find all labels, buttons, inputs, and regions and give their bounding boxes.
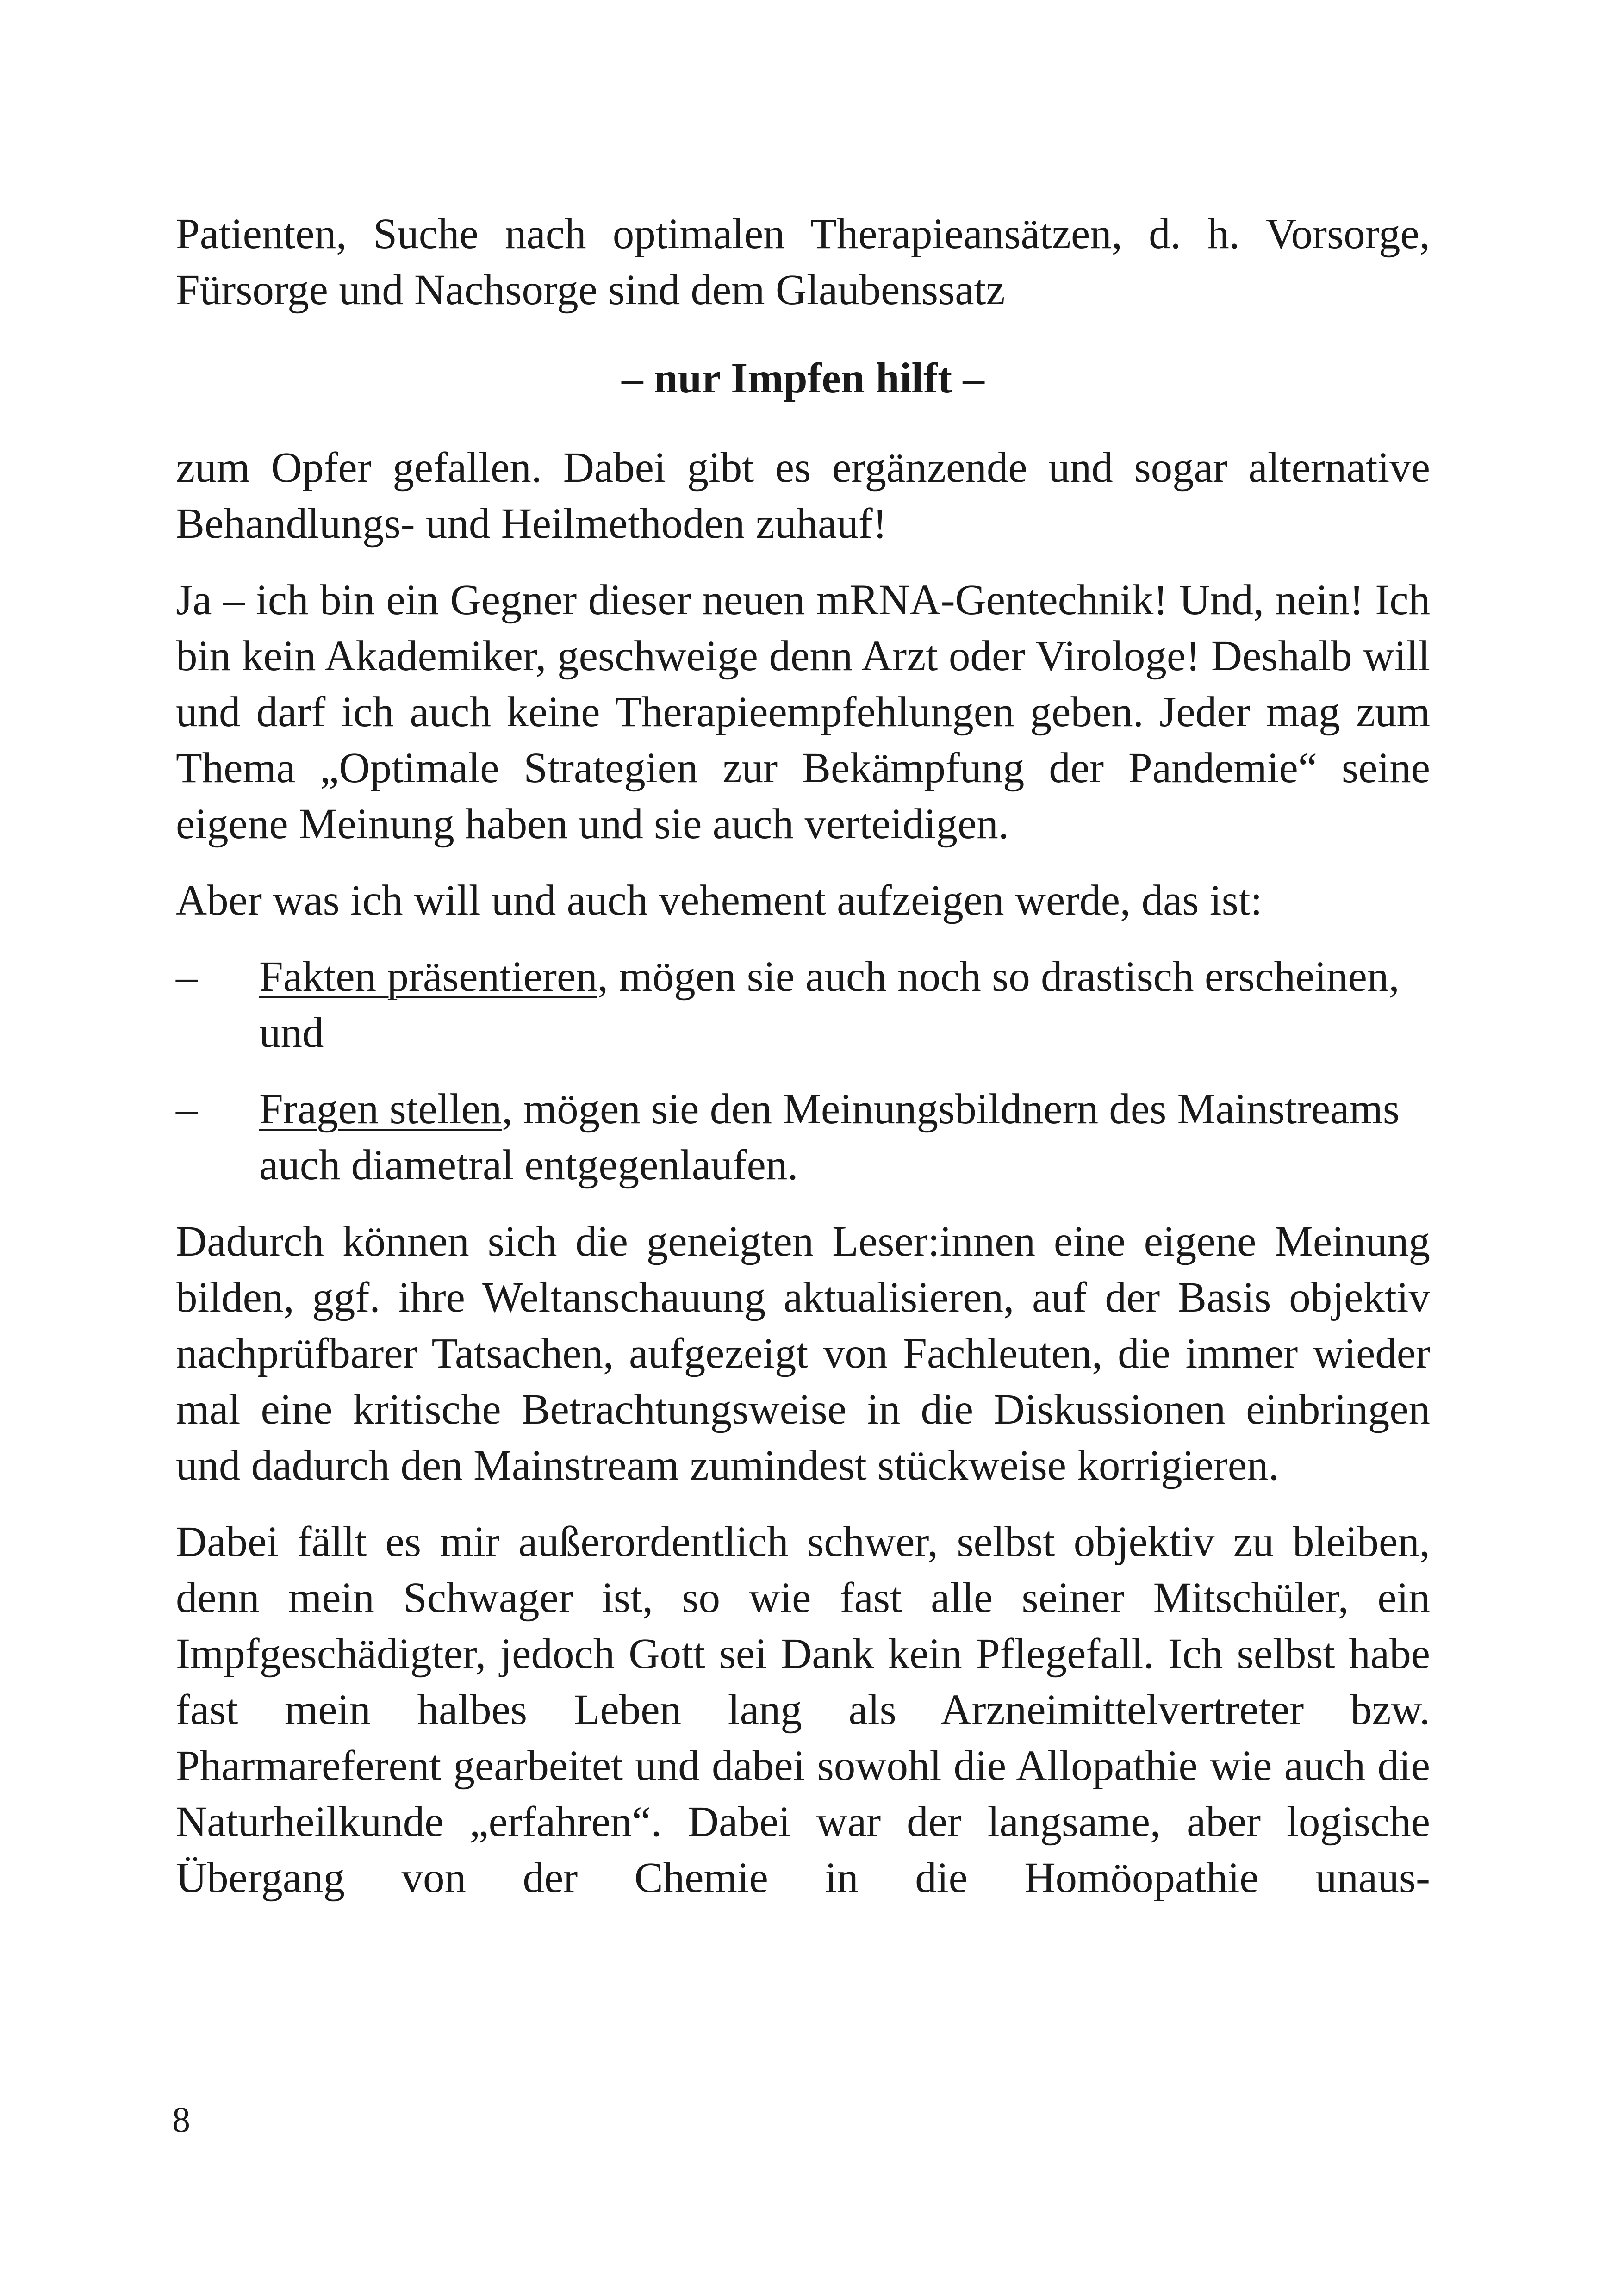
- paragraph-6: Dabei fällt es mir außerordentlich schwer, selbst objektiv zu bleiben, denn mein Schwager ist, so wie fast alle seiner Mitschüler, ein Impfgeschädigter, jedoch Gott sei Dank kein Pflegefall. Ich selbst habe fast mein halbes Leben lang als Arzneimittelvertreter bzw. Pharmareferent gearbeitet und dabei sowohl die Allopathie wie auch die Naturheilkunde „erfahren“. Dabei war der langsame, aber logische Übergang von der Chemie in die Homöopathie unaus-: [176, 1518, 1430, 1902]
- paragraph-3: Ja – ich bin ein Gegner dieser neuen mRNA-Gentechnik! Und, nein! Ich bin kein Akademiker, geschweige denn Arzt oder Virologe! Deshalb will und darf ich auch keine Therapieempfehlungen geben. Jeder mag zum Thema „Optimale Strategien zur Bekämpfung der Pandemie“ seine eigene Meinung haben und sie auch verteidigen.: [176, 576, 1430, 848]
- bullet-text: , mögen sie auch noch so drastisch erscheinen, und: [259, 953, 1400, 1057]
- bullet-underlined-text: Fakten präsentieren: [259, 953, 597, 1001]
- dash-marker: –: [176, 953, 198, 1001]
- bullet-item-facts: [176, 949, 1430, 1061]
- bullet-item-questions: [176, 1081, 1430, 1193]
- page-number: 8: [172, 2099, 190, 2140]
- paragraph-2: zum Opfer gefallen. Dabei gibt es ergänzende und sogar alternative Behandlungs- und Heilmethoden zuhauf!: [176, 444, 1430, 548]
- paragraph-5: Dadurch können sich die geneigten Leser:innen eine eigene Meinung bilden, ggf. ihre Weltanschauung aktualisieren, auf der Basis objektiv nachprüfbarer Tatsachen, aufgezeigt von Fachleuten, die immer wieder mal eine kritische Betrachtungsweise in die Diskussionen einbringen und dadurch den Mainstream zumindest stückweise korrigieren.: [176, 1218, 1430, 1489]
- paragraph-4: Aber was ich will und auch vehement aufzeigen werde, das ist:: [176, 877, 1263, 924]
- dash-marker: –: [176, 1085, 198, 1133]
- bullet-text: , mögen sie den Meinungsbildnern des Mainstreams auch diametral entgegenlaufen.: [259, 1085, 1400, 1189]
- emphasis-line: – nur Impfen hilft –: [622, 355, 984, 402]
- paragraph-1: Patienten, Suche nach optimalen Therapieansätzen, d. h. Vorsorge, Fürsorge und Nachsorge sind dem Glaubenssatz: [176, 210, 1430, 314]
- bullet-list: [176, 949, 1430, 1193]
- bullet-underlined-text: Fragen stellen: [259, 1085, 502, 1133]
- body-text: [176, 206, 1430, 1906]
